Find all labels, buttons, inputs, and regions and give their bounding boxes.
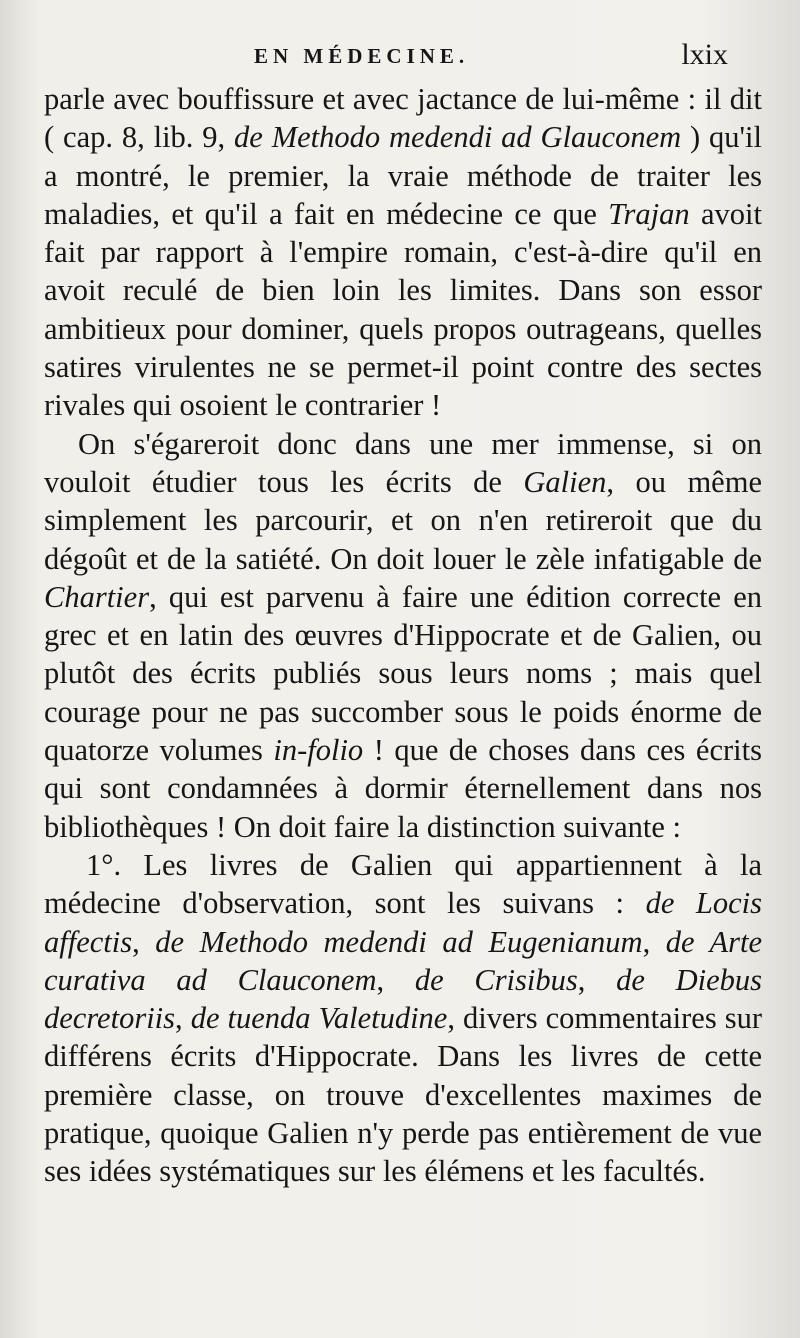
italic-name: Galien bbox=[523, 464, 607, 499]
italic-name: Trajan bbox=[608, 196, 690, 231]
text-segment: , bbox=[376, 962, 415, 997]
italic-title: de Diebus decretoriis bbox=[44, 962, 763, 1036]
italic-title: de Methodo medendi ad Glauconem bbox=[234, 120, 682, 155]
running-head bbox=[0, 40, 800, 80]
italic-name: Chartier bbox=[44, 579, 150, 614]
text-segment: ! que de choses dans ces écrits qui sont condamnées à dormir éternellement dans nos bibliothèques ! On doit faire la distinction suivante : bbox=[44, 733, 762, 844]
text-segment: ) qu'il a montré, le premier, la vraie méthode de traiter les maladies, et qu'il a fait en médecine ce que bbox=[44, 120, 762, 231]
italic-term: in-folio bbox=[273, 733, 364, 768]
text-segment: , bbox=[175, 1001, 191, 1036]
text-segment: parle avec bouffissure et avec jactance de lui-même : il dit ( cap. 8, lib. 9, bbox=[44, 82, 762, 155]
running-head-title: EN MÉDECINE. bbox=[254, 44, 470, 68]
text-segment: avoit fait par rapport à l'empire romain, c'est-à-dire qu'il en avoit reculé de bien loin les limites. Dans son essor ambitieux pour dominer, quels propos outrageans, quelles satires virulentes ne se permet-il point contre des sectes rivales qui osoient le contrarier ! bbox=[44, 196, 762, 423]
italic-title: de Arte curativa ad Clauconem bbox=[44, 924, 763, 997]
paragraph-continuation bbox=[44, 80, 762, 425]
body-text bbox=[44, 80, 762, 1191]
text-segment: , bbox=[642, 924, 666, 959]
page-number: lxix bbox=[681, 38, 728, 71]
text-segment: , divers commentaires sur différens écrits d'Hippocrate. Dans les livres de cette première classe, on trouve d'excellentes maximes de pratique, quoique Galien n'y perde pas entièrement de vue ses idées systématiques sur les élémens et les facultés. bbox=[44, 1001, 763, 1189]
text-segment: , qui est parvenu à faire une édition correcte en grec et en latin des œuvres d'Hippocrate et de Galien, ou plutôt des écrits publiés sous leurs noms ; mais quel courage pour ne pas succomber sous le poids énorme de quatorze volumes bbox=[44, 579, 762, 768]
text-segment: 1°. Les livres de Galien qui appartiennent à la médecine d'observation, sont les suivans : bbox=[44, 847, 762, 921]
text-segment: , ou même simplement les parcourir, et on n'en retireroit que du dégoût et de la satiété. On doit louer le zèle infatigable de bbox=[44, 464, 762, 576]
italic-title: de Locis affectis bbox=[44, 886, 762, 959]
italic-title: de tuenda Valetudine bbox=[190, 1001, 448, 1036]
italic-title: de Crisibus bbox=[414, 962, 578, 997]
italic-title: de Methodo medendi ad Eugenianum bbox=[155, 924, 643, 959]
text-segment: On s'égareroit donc dans une mer immense, si on vouloit étudier tous les écrits de bbox=[44, 426, 762, 499]
text-segment: , bbox=[577, 962, 617, 997]
paragraph-list-item-1 bbox=[44, 846, 762, 1191]
paragraph-galien-writings bbox=[44, 425, 762, 846]
text-segment: , bbox=[132, 924, 156, 959]
